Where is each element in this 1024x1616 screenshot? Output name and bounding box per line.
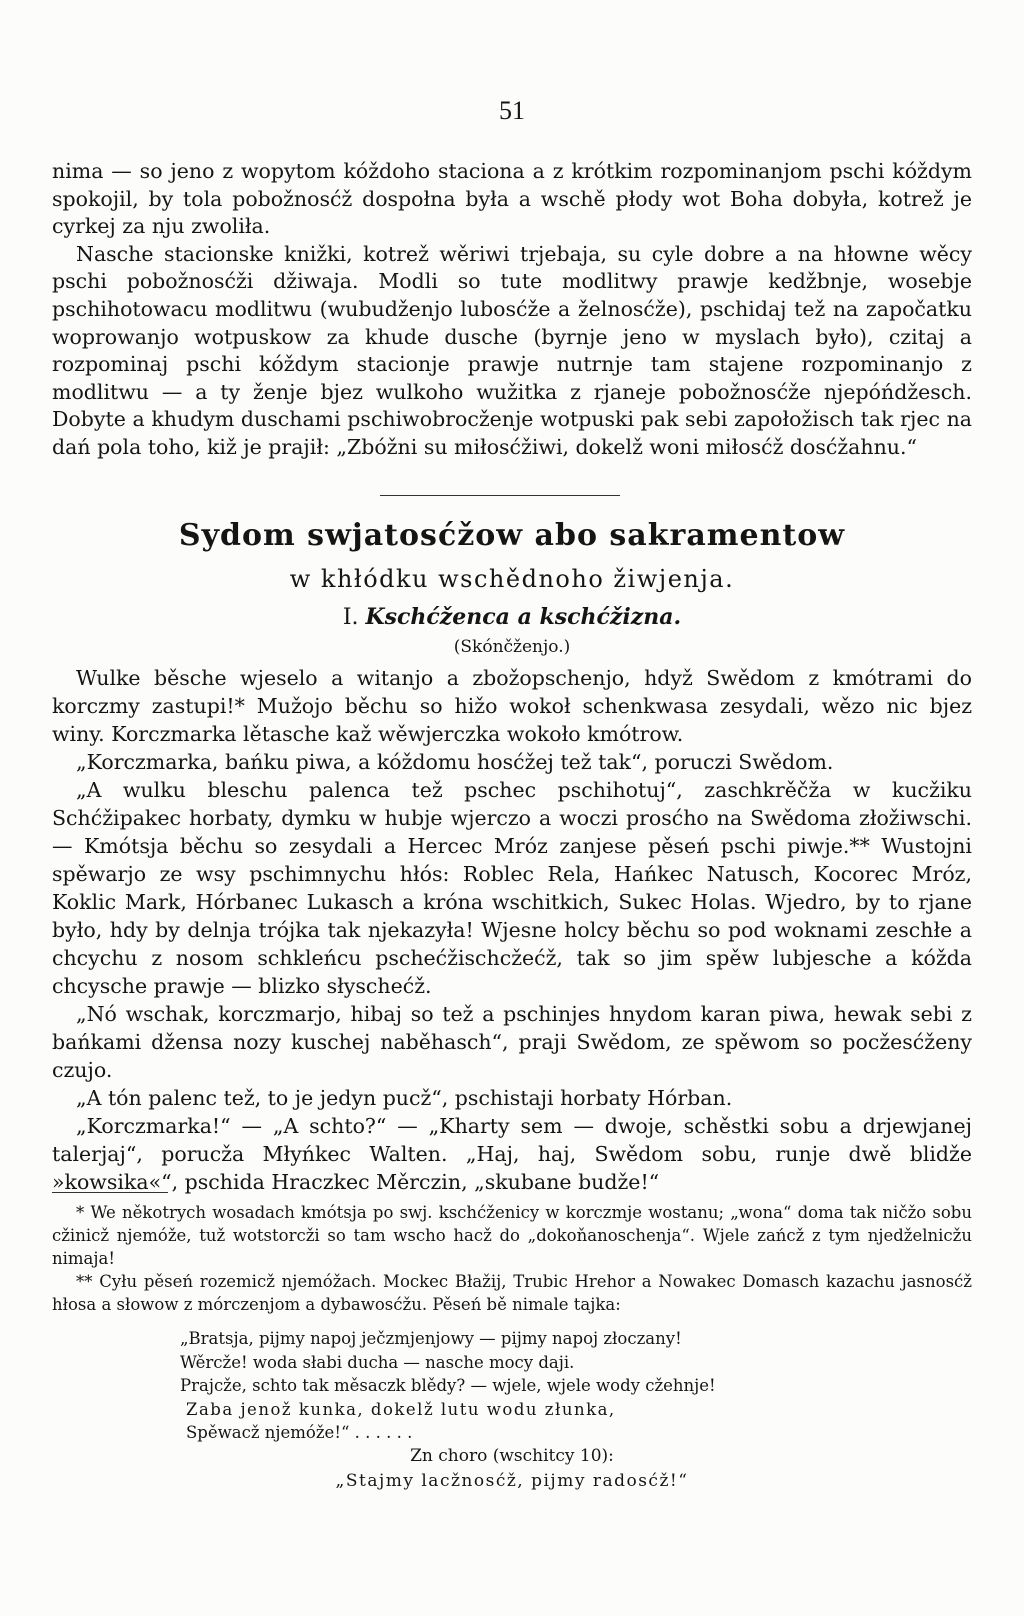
footnote: * We někotrych wosadach kmótsja po swj. kschćženicy w korczmje wostanu; „wona“ doma tak ničžo sobu cžinicž njemóže, tuž wotstorcži so tam wscho hacž do „dokoňanoschenja“. Wjele zańcž z tym njedželnicžu nimaja!	[52, 1203, 972, 1268]
verse-line: Spěwacž njemóže!“ . . . . . .	[186, 1423, 413, 1442]
chapter-heading	[0, 604, 1024, 630]
intro-text	[52, 158, 972, 462]
chapter-paragraph: „Korczmarka!“ — „A schto?“ — „Kharty sem — dwoje, schěstki sobu a drjewjanej talerjaj“, porucža Młyńkec Walten. „Haj, haj, Swědom sobu, runje dwě blidže »kowsika«“, pschida Hraczkec Měrczin, „skubane budže!“	[52, 1114, 972, 1194]
chorus-line: „Stajmy lacžnosćž, pijmy radosćž!“	[335, 1471, 689, 1491]
chapter-paragraph: „Nó wschak, korczmarjo, hibaj so tež a pschinjes hnydom karan piwa, hewak sebi z bańkami džensa nozy kuschej naběhasch“, praji Swědom, ze spěwom so pocžesćženy czujo.	[52, 1002, 972, 1082]
footnote: ** Cyłu pěseń rozemicž njemóžach. Mockec Błažij, Trubic Hrehor a Nowakec Domasch kazachu jasnosćž hłosa a słowow z mórczenjom a dybawosćžu. Pěseń bě nimale tajka:	[52, 1272, 972, 1314]
footnote-divider	[52, 1192, 168, 1193]
footnotes	[52, 1201, 972, 1316]
intro-paragraph: nima — so jeno z wopytom kóždoho staciona a z krótkim rozpominanjom pschi kóždym spokojil, by tola pobožnosćž dospołna była a wschě płody wot Boha dobyła, kotrež je cyrkej za nju zwoliła.	[52, 159, 972, 239]
verse-line: Zaba jenož kunka, dokelž lutu wodu złunka,	[186, 1399, 616, 1419]
section-title: Sydom swjatosćžow abo sakramentow	[178, 518, 846, 553]
verse-line: Prajcže, schto tak měsaczk blědy? — wjele, wjele wody cžehnje!	[180, 1376, 716, 1395]
chapter-paragraph: „A wulku bleschu palenca tež pschec pschihotuj“, zaschkrěčža w kucžiku Schćžipakec horbaty, dymku w hubje wjerczo a woczi prosćho na Swědoma złožiwschi. — Kmótsja běchu so zesydali a Hercec Mróz zanjese pěseń pschi piwje.** Wustojni spěwarjo ze wsy pschimnychu hłós: Roblec Rela, Hańkec Natusch, Kocorec Mróz, Koklic Mark, Hórbanec Lukasch a króna wschitkich, Sukec Holas. Wjedro, by to rjane było, hdy by delnja trójka tak njekazyła! Wjesne holcy běchu so pod woknami zeschłe a chcychu z nosom schkleńcu pschećžischcžećž, tak so jim spěw lubjesche a kóžda chcysche prawje — blizko słyschećž.	[52, 778, 972, 998]
chorus-label: Zn choro (wschitcy 10):	[410, 1446, 614, 1466]
page-number: 51	[499, 96, 525, 125]
song-verse	[180, 1327, 880, 1445]
chapter-title: Kschćženca a kschćžizna.	[365, 604, 682, 630]
chapter-paragraph: „A tón palenc tež, to je jedyn pucž“, pschistaji horbaty Hórban.	[76, 1086, 733, 1110]
section-subtitle: w khłódku wschědnoho žiwjenja.	[289, 565, 735, 593]
chapter-note: (Skónčženjo.)	[453, 637, 571, 657]
verse-line: Wěrcže! woda słabi ducha — nasche mocy daji.	[180, 1352, 575, 1372]
intro-paragraph: Nasche stacionske knižki, kotrež wěriwi trjebaja, su cyle dobre a na hłowne wěcy pschi pobožnosćži džiwaja. Modli so tute modlitwy prawje kedžbnje, wosebje pschihotowacu modlitwu (wubudženjo lubosćže a želnosćže), pschidaj tež na započatku woprowanjo wotpuskow za khude dusche (byrnje jeno w myslach było), czitaj a rozpominaj pschi kóždym stacionje prawje nutrnje tam stajene rozpominanjo z modlitwu — a ty ženje bjez wulkoho wužitka z rjaneje pobožnosćže njepóńdžesch. Dobyte a khudym duschami pschiwobrocženje wotpuski pak sebi zapołožisch tak rjec na dań pola toho, kiž je prajił: „Zbóžni su miłosćžiwi, dokelž woni miłosćž dosćžahnu.“	[52, 241, 972, 459]
chapter-number: I.	[342, 605, 359, 630]
verse-line: „Bratsja, pijmy napoj ječzmjenjowy — pijmy napoj złoczany!	[180, 1329, 682, 1348]
chapter-paragraph: Wulke běsche wjeselo a witanjo a zbožopschenjo, hdyž Swědom z kmótrami do korczmy zastupi!* Mužojo běchu so hižo wokoł schenkwasa zesydali, wězo nic bjez winy. Korczmarka lětasche kaž wěwjerczka wokoło kmótrow.	[52, 666, 972, 746]
section-divider	[380, 495, 620, 496]
chapter-paragraph: „Korczmarka, bańku piwa, a kóždomu hosćžej tež tak“, poruczi Swědom.	[76, 750, 834, 774]
chapter-text	[52, 664, 972, 1196]
